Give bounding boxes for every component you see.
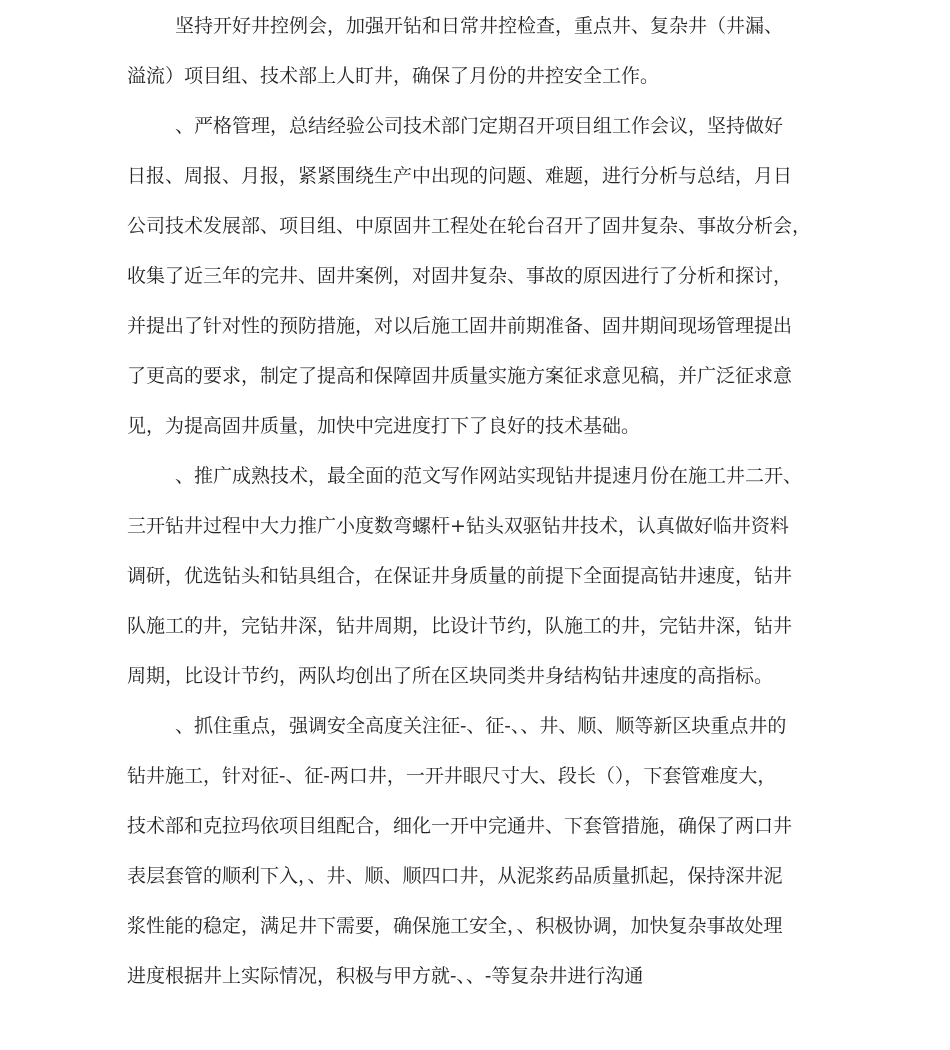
text-line: 、抓住重点，强调安全高度关注征-、征-、、井、顺、顺等新区块重点井的 — [175, 715, 787, 737]
text-line: 技术部和克拉玛依项目组配合，细化一开中完通井、下套管措施，确保了两口井 — [127, 815, 793, 837]
text-line: 三开钻井过程中大力推广小度数弯螺杆+钻头双驱钻井技术，认真做好临井资料 — [127, 515, 789, 537]
text-line: 、推广成熟技术，最全面的范文写作网站实现钻井提速月份在施工井二开、 — [175, 465, 803, 487]
text-line: 见，为提高固井质量，加快中完进度打下了良好的技术基础。 — [127, 415, 641, 437]
text-line: 调研，优选钻头和钻具组合，在保证井身质量的前提下全面提高钻井速度，钻井 — [127, 565, 793, 587]
text-line: 收集了近三年的完井、固井案例，对固井复杂、事故的原因进行了分析和探讨， — [127, 265, 793, 287]
text-line: 日报、周报、月报，紧紧围绕生产中出现的问题、难题，进行分析与总结，月日 — [127, 165, 793, 187]
text-line: 、严格管理，总结经验公司技术部门定期召开项目组工作会议，坚持做好 — [175, 115, 784, 137]
text-line: 坚持开好井控例会，加强开钻和日常井控检查，重点井、复杂井（井漏、 — [175, 15, 784, 37]
document-body — [127, 0, 847, 1000]
paragraph-key-wells — [127, 700, 847, 1000]
text-line: 钻井施工，针对征-、征-两口井，一开井眼尺寸大、段长（），下套管难度大， — [127, 765, 777, 787]
text-line: 队施工的井，完钻井深，钻井周期，比设计节约，队施工的井，完钻井深，钻井 — [127, 615, 793, 637]
text-line: 表层套管的顺利下入，、井、顺、顺四口井，从泥浆药品质量抓起，保持深井泥 — [127, 865, 783, 887]
text-line: 并提出了针对性的预防措施，对以后施工固井前期准备、固井期间现场管理提出 — [127, 315, 793, 337]
paragraph-well-control — [127, 0, 847, 100]
text-line: 公司技术发展部、项目组、中原固井工程处在轮台召开了固井复杂、事故分析会， — [127, 215, 812, 237]
text-line: 周期，比设计节约，两队均创出了所在区块同类井身结构钻井速度的高指标。 — [127, 665, 774, 687]
text-line: 了更高的要求，制定了提高和保障固井质量实施方案征求意见稿，并广泛征求意 — [127, 365, 793, 387]
text-line: 浆性能的稳定，满足井下需要，确保施工安全，、积极协调，加快复杂事故处理 — [127, 915, 783, 937]
paragraph-mature-technology — [127, 450, 847, 700]
paragraph-strict-management — [127, 100, 847, 450]
text-line: 进度根据井上实际情况，积极与甲方就-、、-等复杂井进行沟通 — [127, 965, 644, 987]
text-line: 溢流）项目组、技术部上人盯井，确保了月份的井控安全工作。 — [127, 65, 660, 87]
